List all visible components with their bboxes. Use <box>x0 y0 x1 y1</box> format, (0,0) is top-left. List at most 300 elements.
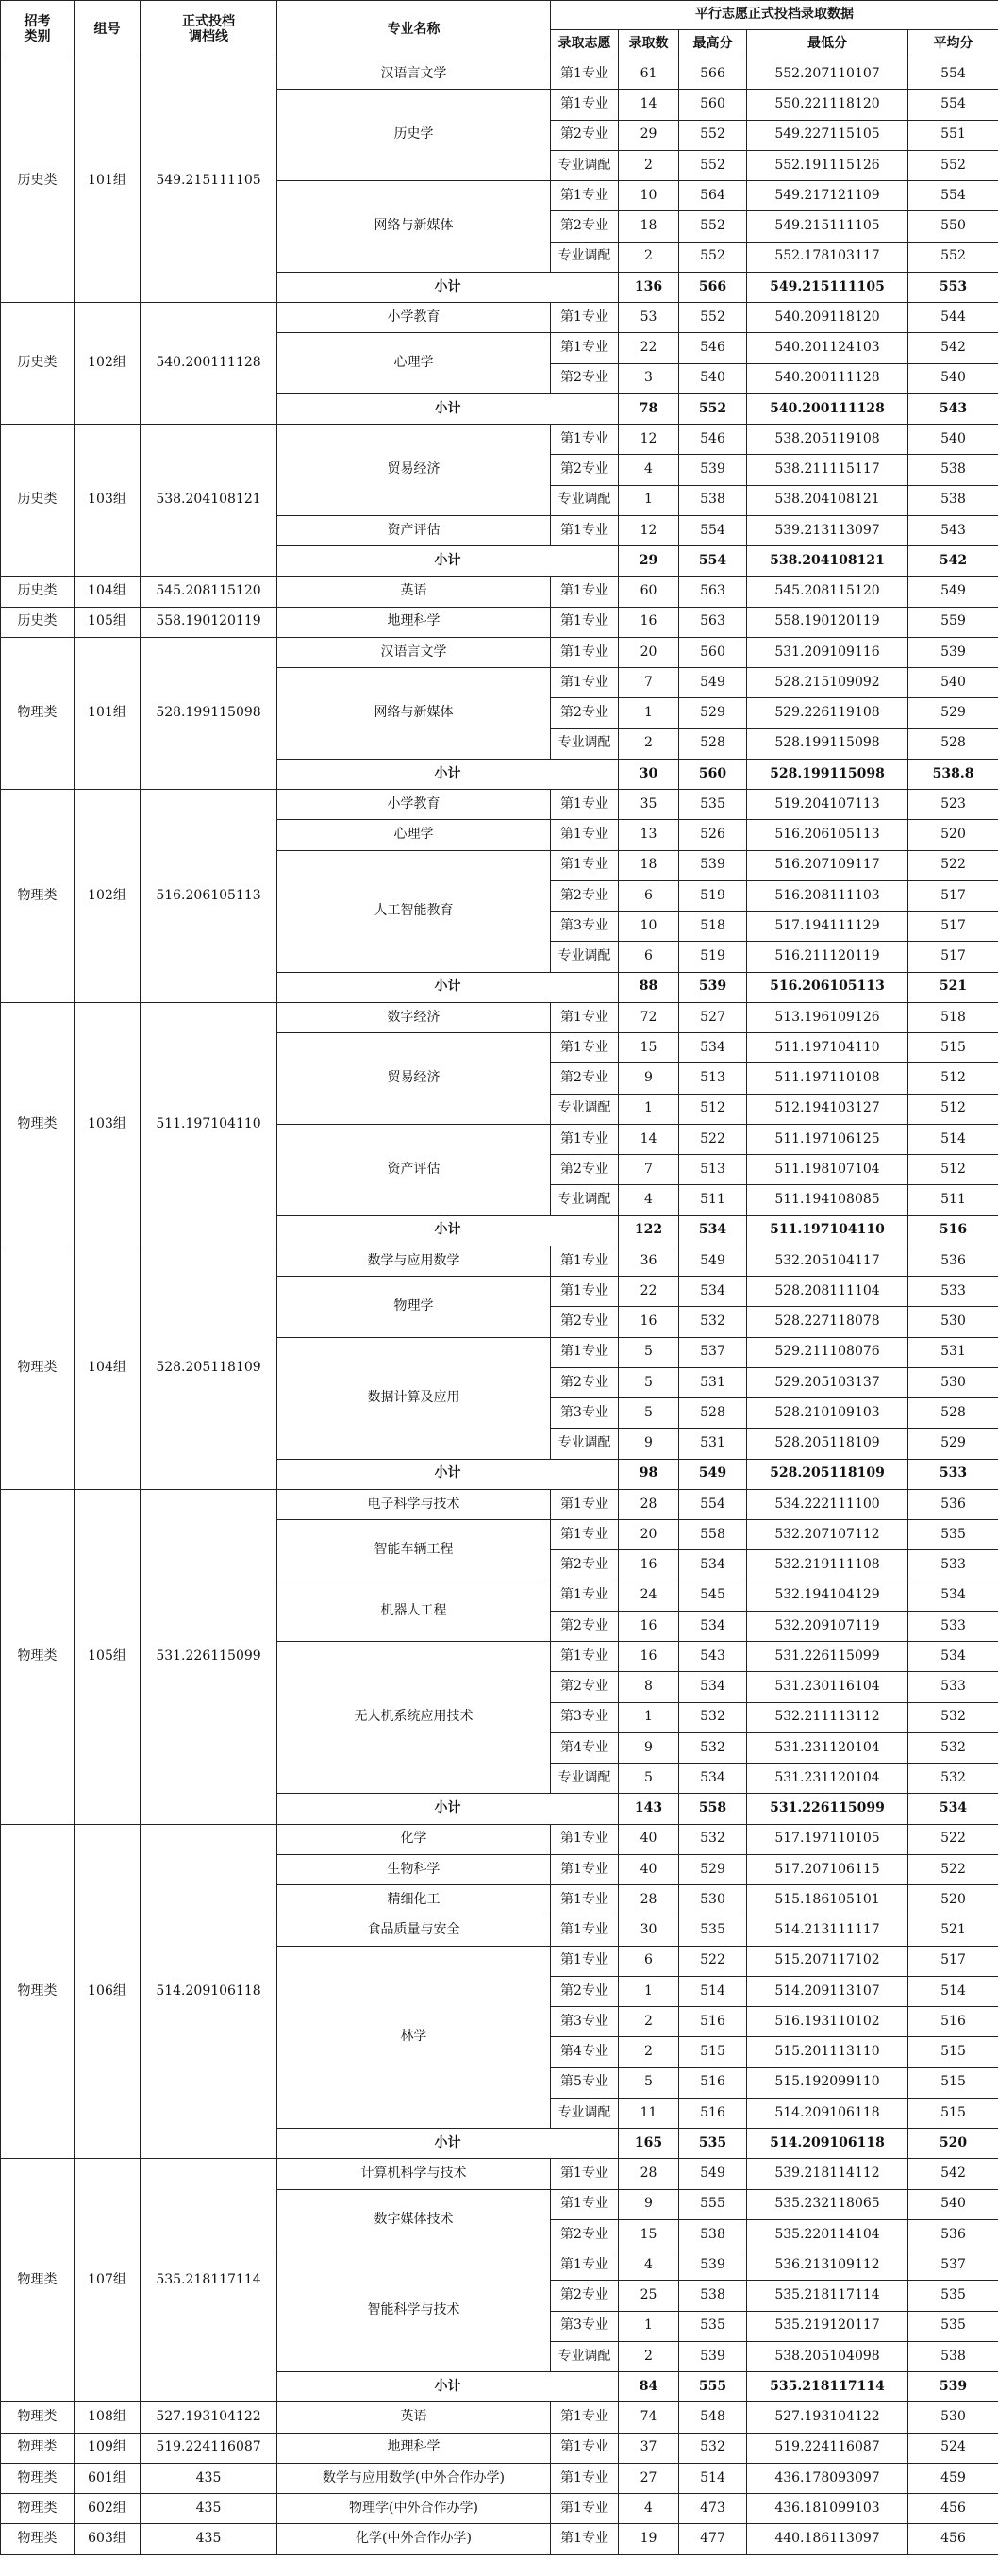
min-cell <box>747 2311 908 2341</box>
avg-cell <box>908 2311 998 2341</box>
max-cell-text: 514 <box>700 2469 725 2485</box>
line-cell <box>141 2402 277 2433</box>
choice-cell <box>551 2433 619 2463</box>
avg-cell <box>908 1885 998 1915</box>
avg-cell-text: 549 <box>940 583 966 599</box>
subtotal-count-cell <box>619 272 679 302</box>
subtotal-avg-cell-text: 516 <box>939 1222 968 1238</box>
min-cell-text: 511.197104110 <box>774 1039 880 1055</box>
choice-cell <box>551 1002 619 1032</box>
count-cell <box>619 211 679 242</box>
count-cell-text: 2 <box>644 2013 653 2029</box>
major-cell <box>277 790 551 820</box>
choice-cell <box>551 1155 619 1185</box>
max-cell-text: 512 <box>700 1100 725 1116</box>
avg-cell <box>908 1063 998 1094</box>
choice-cell <box>551 1946 619 1976</box>
count-cell-text: 9 <box>644 1739 653 1755</box>
line-cell-text: 514.209106118 <box>156 1982 261 1999</box>
avg-cell <box>908 1429 998 1459</box>
avg-cell <box>908 880 998 911</box>
max-cell-text: 477 <box>700 2531 725 2547</box>
choice-cell <box>551 790 619 820</box>
max-cell <box>679 303 747 333</box>
group-cell-text: 602组 <box>88 2500 126 2516</box>
choice-cell-text: 第2专业 <box>560 1617 608 1633</box>
choice-cell <box>551 1063 619 1094</box>
max-cell <box>679 2037 747 2067</box>
choice-cell-text: 第3专业 <box>560 1404 608 1420</box>
subtotal-min-cell <box>747 546 908 577</box>
count-cell-text: 61 <box>640 65 657 81</box>
choice-cell <box>551 1581 619 1611</box>
group-cell-text: 102组 <box>88 887 126 903</box>
table-row <box>1 1246 998 1276</box>
major-cell <box>277 1246 551 1276</box>
max-cell <box>679 1976 747 2006</box>
count-cell <box>619 880 679 911</box>
major-cell <box>277 2463 551 2493</box>
avg-cell <box>908 912 998 942</box>
max-cell <box>679 698 747 728</box>
avg-cell <box>908 1702 998 1732</box>
major-cell <box>277 668 551 760</box>
avg-cell-text: 515 <box>940 2074 966 2090</box>
max-cell-text: 535 <box>700 1922 725 1938</box>
subtotal-avg-cell <box>908 1794 998 1824</box>
choice-cell-text: 第1专业 <box>560 1891 608 1907</box>
min-cell <box>747 1155 908 1185</box>
avg-cell <box>908 515 998 545</box>
max-cell-text: 554 <box>700 1496 725 1512</box>
major-cell-text: 数字媒体技术 <box>374 2211 454 2227</box>
max-cell-text: 513 <box>700 1161 725 1177</box>
choice-cell <box>551 1033 619 1063</box>
max-cell <box>679 1489 747 1519</box>
choice-cell <box>551 120 619 150</box>
count-cell <box>619 1277 679 1307</box>
major-cell <box>277 1885 551 1915</box>
avg-cell <box>908 1398 998 1429</box>
table-row <box>1 1002 998 1032</box>
avg-cell-text: 532 <box>940 1739 966 1755</box>
major-cell-text: 小学教育 <box>387 795 441 811</box>
min-cell-text: 513.196109126 <box>774 1009 880 1025</box>
max-cell-text: 555 <box>700 2196 725 2212</box>
avg-cell <box>908 2159 998 2189</box>
max-cell-text: 538 <box>700 2226 725 2242</box>
line-cell-text: 435 <box>195 2469 222 2485</box>
avg-cell <box>908 303 998 333</box>
min-cell-text: 517.207106115 <box>774 1861 880 1877</box>
count-cell <box>619 698 679 728</box>
choice-cell-text: 第1专业 <box>560 1526 608 1542</box>
line-cell <box>141 2463 277 2493</box>
max-cell <box>679 2402 747 2433</box>
category-cell <box>1 2159 75 2402</box>
min-cell-text: 515.192099110 <box>774 2074 880 2090</box>
subtotal-min-cell <box>747 759 908 789</box>
avg-cell-text: 554 <box>940 65 966 81</box>
count-cell <box>619 1946 679 1976</box>
count-cell <box>619 1732 679 1763</box>
count-cell <box>619 363 679 393</box>
line-cell <box>141 607 277 637</box>
count-cell <box>619 668 679 698</box>
group-cell-text: 603组 <box>88 2531 126 2547</box>
max-cell-text: 546 <box>700 430 725 446</box>
max-cell <box>679 637 747 667</box>
avg-cell-text: 559 <box>940 613 966 629</box>
subtotal-label-text: 小计 <box>434 2134 461 2150</box>
group-cell <box>75 1246 141 1489</box>
count-cell <box>619 1489 679 1519</box>
min-cell <box>747 303 908 333</box>
subtotal-avg-cell <box>908 2372 998 2402</box>
major-cell-text: 贸易经济 <box>387 1070 441 1086</box>
subtotal-min-cell <box>747 272 908 302</box>
header-major: 专业名称 <box>277 1 551 59</box>
avg-cell-text: 524 <box>940 2439 966 2455</box>
count-cell-text: 16 <box>640 1313 657 1330</box>
min-cell <box>747 181 908 211</box>
max-cell-text: 534 <box>700 1679 725 1695</box>
max-cell-text: 516 <box>700 2013 725 2029</box>
count-cell <box>619 2463 679 2493</box>
avg-cell <box>908 2189 998 2219</box>
max-cell-text: 526 <box>700 827 725 843</box>
subtotal-min-cell-text: 514.209106118 <box>770 2134 885 2150</box>
subtotal-count-cell-text: 143 <box>634 1800 663 1816</box>
major-cell <box>277 2189 551 2250</box>
max-cell <box>679 1185 747 1215</box>
major-cell-text: 贸易经济 <box>387 461 441 477</box>
max-cell-text: 519 <box>700 948 725 964</box>
min-cell-text: 528.205118109 <box>774 1435 880 1451</box>
group-cell <box>75 2494 141 2524</box>
subtotal-min-cell-text: 549.215111105 <box>770 278 885 294</box>
major-cell-text: 网络与新媒体 <box>374 705 454 721</box>
avg-cell-text: 534 <box>940 1587 966 1603</box>
avg-cell-text: 523 <box>940 795 966 811</box>
subtotal-max-cell-text: 534 <box>698 1222 727 1238</box>
min-cell <box>747 1550 908 1581</box>
min-cell-text: 552.207110107 <box>774 65 880 81</box>
count-cell-text: 4 <box>644 461 653 477</box>
major-cell-text: 心理学 <box>393 355 434 371</box>
max-cell-text: 552 <box>700 309 725 325</box>
choice-cell <box>551 2494 619 2524</box>
subtotal-count-cell <box>619 546 679 577</box>
count-cell-text: 28 <box>640 2166 657 2182</box>
choice-cell <box>551 2037 619 2067</box>
subtotal-count-cell <box>619 972 679 1002</box>
min-cell <box>747 515 908 545</box>
max-cell-text: 539 <box>700 857 725 873</box>
avg-cell-text: 542 <box>940 2166 966 2182</box>
max-cell <box>679 1307 747 1337</box>
choice-cell <box>551 90 619 120</box>
count-cell-text: 2 <box>644 157 653 173</box>
max-cell <box>679 2159 747 2189</box>
max-cell-text: 473 <box>700 2500 725 2516</box>
min-cell-text: 552.191115126 <box>774 157 880 173</box>
max-cell-text: 554 <box>700 522 725 538</box>
major-cell <box>277 1277 551 1338</box>
max-cell <box>679 1246 747 1276</box>
choice-cell-text: 第3专业 <box>560 2013 608 2029</box>
min-cell <box>747 120 908 150</box>
subtotal-avg-cell-text: 543 <box>939 400 968 416</box>
min-cell <box>747 150 908 180</box>
choice-cell-text: 第2专业 <box>560 1161 608 1177</box>
category-cell-text: 物理类 <box>17 2469 58 2485</box>
min-cell <box>747 242 908 272</box>
avg-cell <box>908 790 998 820</box>
max-cell-text: 534 <box>700 1039 725 1055</box>
line-cell <box>141 1824 277 2159</box>
max-cell-text: 532 <box>700 1313 725 1330</box>
count-cell-text: 11 <box>640 2104 657 2120</box>
line-cell-text: 435 <box>195 2500 222 2516</box>
min-cell <box>747 2433 908 2463</box>
avg-cell-text: 542 <box>940 340 966 356</box>
count-cell-text: 1 <box>644 2317 653 2333</box>
count-cell <box>619 942 679 972</box>
max-cell <box>679 515 747 545</box>
line-cell-text: 528.199115098 <box>156 705 261 721</box>
count-cell <box>619 1124 679 1154</box>
major-cell <box>277 515 551 545</box>
count-cell <box>619 1155 679 1185</box>
major-cell-text: 资产评估 <box>387 522 441 538</box>
count-cell <box>619 2281 679 2311</box>
avg-cell-text: 540 <box>940 370 966 386</box>
group-cell-text: 104组 <box>88 1359 126 1375</box>
min-cell-text: 515.201113110 <box>774 2044 880 2060</box>
min-cell <box>747 577 908 607</box>
avg-cell-text: 456 <box>940 2500 966 2516</box>
max-cell-text: 531 <box>700 1374 725 1390</box>
min-cell-text: 440.186113097 <box>774 2531 880 2547</box>
line-cell <box>141 637 277 789</box>
min-cell-text: 549.227115105 <box>774 126 880 142</box>
major-cell-text: 数字经济 <box>387 1009 441 1025</box>
min-cell <box>747 1002 908 1032</box>
count-cell <box>619 1185 679 1215</box>
avg-cell-text: 530 <box>940 2409 966 2425</box>
count-cell-text: 24 <box>640 1587 657 1603</box>
min-cell-text: 527.193104122 <box>774 2409 880 2425</box>
max-cell-text: 516 <box>700 2104 725 2120</box>
choice-cell-text: 第2专业 <box>560 1374 608 1390</box>
min-cell-text: 531.209109116 <box>774 644 880 660</box>
max-cell <box>679 2007 747 2037</box>
subtotal-avg-cell <box>908 272 998 302</box>
avg-cell <box>908 1642 998 1672</box>
subtotal-max-cell-text: 558 <box>698 1800 727 1816</box>
count-cell <box>619 728 679 759</box>
count-cell-text: 2 <box>644 2044 653 2060</box>
table-row <box>1 2402 998 2433</box>
avg-cell <box>908 850 998 880</box>
count-cell-text: 5 <box>644 1344 653 1360</box>
choice-cell-text: 第1专业 <box>560 2196 608 2212</box>
max-cell <box>679 1732 747 1763</box>
count-cell-text: 20 <box>640 644 657 660</box>
major-cell <box>277 2402 551 2433</box>
choice-cell <box>551 1764 619 1794</box>
choice-cell <box>551 333 619 363</box>
category-cell <box>1 637 75 789</box>
avg-cell <box>908 1367 998 1397</box>
line-cell-text: 516.206105113 <box>156 887 261 903</box>
count-cell-text: 9 <box>644 1070 653 1086</box>
max-cell <box>679 1824 747 1854</box>
max-cell-text: 552 <box>700 157 725 173</box>
choice-cell <box>551 2159 619 2189</box>
count-cell-text: 60 <box>640 583 657 599</box>
count-cell-text: 12 <box>640 430 657 446</box>
avg-cell-text: 537 <box>940 2256 966 2272</box>
max-cell <box>679 2219 747 2250</box>
max-cell <box>679 1885 747 1915</box>
avg-cell <box>908 1581 998 1611</box>
min-cell-text: 535.219120117 <box>774 2317 880 2333</box>
count-cell-text: 28 <box>640 1496 657 1512</box>
avg-cell-text: 533 <box>940 1282 966 1298</box>
min-cell <box>747 668 908 698</box>
max-cell-text: 552 <box>700 126 725 142</box>
subtotal-label <box>277 393 619 424</box>
choice-cell-text: 专业调配 <box>557 1192 611 1208</box>
avg-cell <box>908 1854 998 1884</box>
subtotal-count-cell <box>619 2372 679 2402</box>
line-cell-text: 535.218117114 <box>156 2272 261 2288</box>
count-cell <box>619 90 679 120</box>
avg-cell-text: 535 <box>940 1526 966 1542</box>
choice-cell-text: 专业调配 <box>557 157 611 173</box>
count-cell-text: 16 <box>640 1617 657 1633</box>
choice-cell <box>551 1398 619 1429</box>
header-avg: 平均分 <box>908 30 998 59</box>
min-cell <box>747 1246 908 1276</box>
choice-cell-text: 第1专业 <box>560 2439 608 2455</box>
count-cell <box>619 1550 679 1581</box>
min-cell-text: 540.201124103 <box>774 340 880 356</box>
max-cell <box>679 2494 747 2524</box>
max-cell-text: 530 <box>700 1891 725 1907</box>
choice-cell-text: 专业调配 <box>557 1769 611 1785</box>
avg-cell-text: 522 <box>940 1861 966 1877</box>
max-cell <box>679 668 747 698</box>
min-cell-text: 528.210109103 <box>774 1404 880 1420</box>
subtotal-min-cell <box>747 393 908 424</box>
major-cell <box>277 1642 551 1794</box>
avg-cell <box>908 698 998 728</box>
count-cell-text: 25 <box>640 2287 657 2303</box>
category-cell <box>1 2494 75 2524</box>
avg-cell <box>908 668 998 698</box>
count-cell-text: 5 <box>644 2074 653 2090</box>
max-cell <box>679 1063 747 1094</box>
major-cell <box>277 1581 551 1642</box>
max-cell <box>679 1642 747 1672</box>
avg-cell-text: 521 <box>940 1922 966 1938</box>
min-cell <box>747 1033 908 1063</box>
avg-cell-text: 515 <box>940 2104 966 2120</box>
count-cell <box>619 820 679 850</box>
max-cell <box>679 1702 747 1732</box>
avg-cell-text: 520 <box>940 1891 966 1907</box>
min-cell-text: 511.197106125 <box>774 1130 880 1146</box>
choice-cell <box>551 1124 619 1154</box>
major-cell-text: 网络与新媒体 <box>374 218 454 234</box>
major-cell-text: 物理学 <box>393 1298 434 1314</box>
category-cell <box>1 303 75 425</box>
choice-cell-text: 第1专业 <box>560 430 608 446</box>
choice-cell <box>551 1367 619 1397</box>
choice-cell <box>551 515 619 545</box>
min-cell-text: 516.207109117 <box>774 857 880 873</box>
count-cell <box>619 2159 679 2189</box>
min-cell-text: 538.205119108 <box>774 430 880 446</box>
line-cell <box>141 1246 277 1489</box>
avg-cell <box>908 1915 998 1946</box>
avg-cell-text: 515 <box>940 1039 966 1055</box>
group-cell <box>75 1489 141 1824</box>
choice-cell <box>551 1429 619 1459</box>
max-cell <box>679 1672 747 1702</box>
max-cell <box>679 150 747 180</box>
min-cell-text: 519.204107113 <box>774 795 880 811</box>
group-cell <box>75 607 141 637</box>
count-cell <box>619 59 679 90</box>
subtotal-max-cell-text: 539 <box>698 979 727 995</box>
max-cell-text: 518 <box>700 917 725 933</box>
max-cell-text: 558 <box>700 1526 725 1542</box>
avg-cell-text: 520 <box>940 827 966 843</box>
min-cell <box>747 2341 908 2371</box>
min-cell <box>747 1581 908 1611</box>
choice-cell <box>551 1854 619 1884</box>
choice-cell-text: 第1专业 <box>560 1039 608 1055</box>
group-cell <box>75 303 141 425</box>
subtotal-max-cell-text: 535 <box>698 2134 727 2150</box>
group-cell <box>75 2433 141 2463</box>
count-cell-text: 7 <box>644 674 653 690</box>
choice-cell <box>551 1307 619 1337</box>
choice-cell-text: 第2专业 <box>560 705 608 721</box>
group-cell <box>75 425 141 577</box>
subtotal-count-cell-text: 78 <box>639 400 658 416</box>
subtotal-min-cell-text: 528.199115098 <box>770 765 885 781</box>
group-cell <box>75 790 141 1003</box>
avg-cell-text: 517 <box>940 917 966 933</box>
major-cell-text: 计算机科学与技术 <box>360 2166 467 2182</box>
line-cell-text: 519.224116087 <box>156 2439 261 2455</box>
avg-cell <box>908 2402 998 2433</box>
min-cell <box>747 1094 908 1124</box>
subtotal-min-cell-text: 511.197104110 <box>770 1222 885 1238</box>
min-cell-text: 538.211115117 <box>774 461 880 477</box>
max-cell <box>679 1429 747 1459</box>
choice-cell-text: 第2专业 <box>560 2287 608 2303</box>
min-cell-text: 552.178103117 <box>774 248 880 264</box>
major-cell-text: 地理科学 <box>387 613 441 629</box>
count-cell-text: 1 <box>644 1709 653 1725</box>
count-cell <box>619 1367 679 1397</box>
